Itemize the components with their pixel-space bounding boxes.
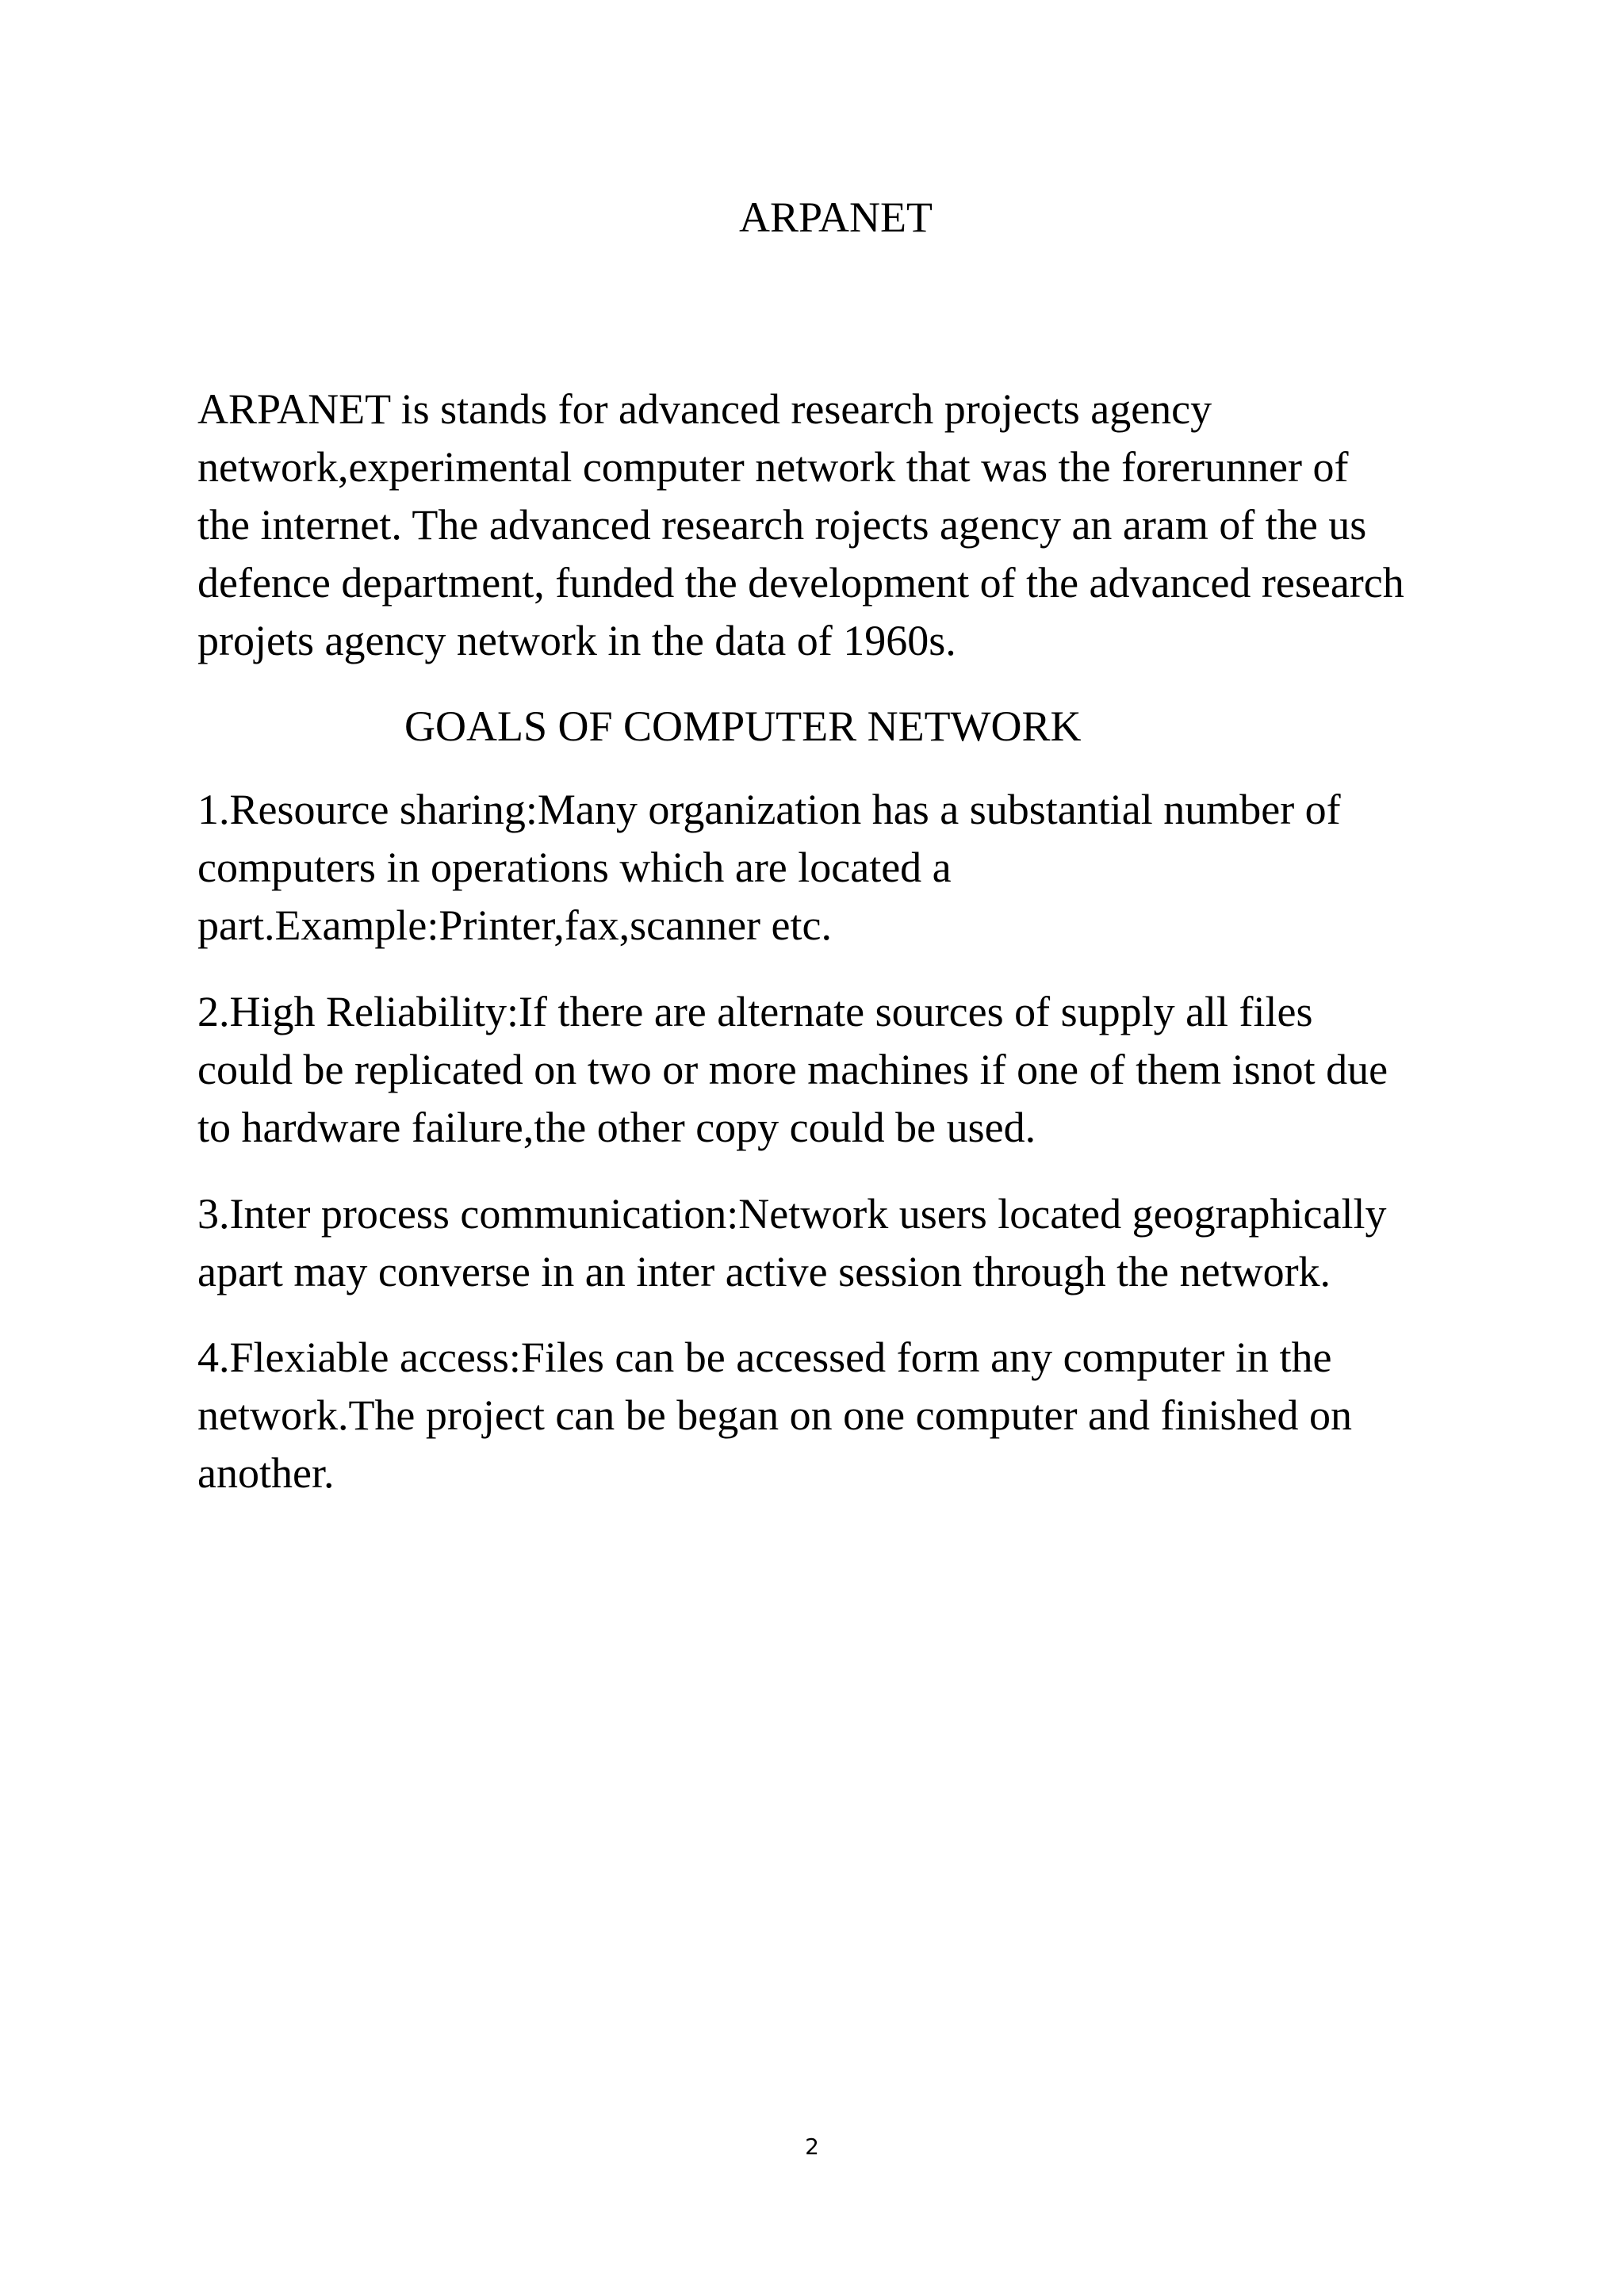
goal-line: 4.Flexiable access:Files can be accessed form any computer in the bbox=[197, 1334, 1332, 1381]
goal-line: network.The project can be began on one computer and finished on bbox=[197, 1391, 1352, 1439]
goal-line: could be replicated on two or more machines if one of them isnot due bbox=[197, 1046, 1388, 1093]
goal-line: computers in operations which are located a bbox=[197, 844, 952, 891]
goals-heading: GOALS OF COMPUTER NETWORK bbox=[404, 702, 1082, 750]
intro-line: projets agency network in the data of 1960s. bbox=[197, 617, 956, 664]
intro-paragraph bbox=[197, 381, 1466, 670]
intro-line: ARPANET is stands for advanced research projects agency bbox=[197, 385, 1212, 433]
goal-line: another. bbox=[197, 1449, 335, 1497]
goal-line: 1.Resource sharing:Many organization has a substantial number of bbox=[197, 786, 1341, 833]
goal-inter-process-communication bbox=[197, 1185, 1466, 1301]
goal-line: to hardware failure,the other copy could be used. bbox=[197, 1104, 1036, 1151]
goal-resource-sharing bbox=[197, 781, 1466, 955]
goal-line: 2.High Reliability:If there are alternate sources of supply all files bbox=[197, 988, 1313, 1035]
goal-line: 3.Inter process communication:Network users located geographically bbox=[197, 1190, 1387, 1238]
goal-line: apart may converse in an inter active session through the network. bbox=[197, 1248, 1331, 1295]
goal-line: part.Example:Printer,fax,scanner etc. bbox=[197, 901, 832, 949]
goal-flexiable-access bbox=[197, 1329, 1466, 1502]
intro-line: the internet. The advanced research rojects agency an aram of the us bbox=[197, 501, 1367, 549]
page-number: 2 bbox=[805, 2133, 819, 2160]
intro-line: defence department, funded the development of the advanced research bbox=[197, 559, 1404, 607]
page-title: ARPANET bbox=[738, 193, 933, 241]
goal-high-reliability bbox=[197, 983, 1466, 1157]
intro-line: network,experimental computer network that was the forerunner of bbox=[197, 443, 1349, 491]
